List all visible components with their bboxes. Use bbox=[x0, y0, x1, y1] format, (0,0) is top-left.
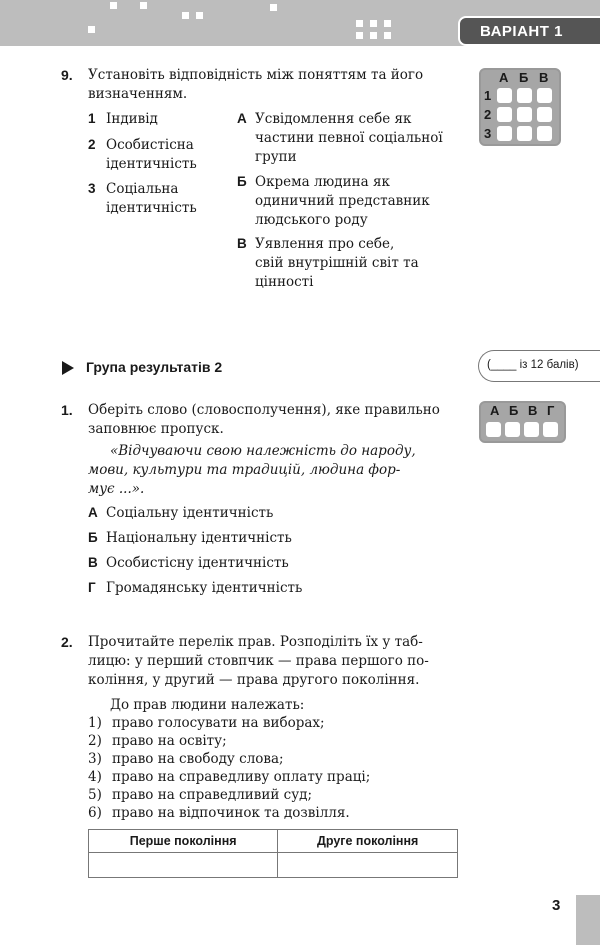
answer-cell-second-generation[interactable] bbox=[278, 853, 458, 878]
side-band bbox=[576, 895, 600, 945]
answer-grid-1x4 bbox=[479, 401, 566, 443]
score-text: (____ із 12 балів) bbox=[487, 359, 579, 371]
decor-square bbox=[110, 2, 117, 9]
option-text: Особистісну ідентичність bbox=[106, 555, 289, 571]
decor-square bbox=[384, 32, 391, 39]
generations-table bbox=[88, 829, 458, 878]
right-item-text: людського роду bbox=[255, 212, 368, 228]
list-item-text: право на свободу слова; bbox=[112, 751, 284, 767]
answer-cell[interactable] bbox=[497, 88, 512, 103]
answer-cell[interactable] bbox=[537, 107, 552, 122]
answer-cell[interactable] bbox=[524, 422, 539, 437]
question-number: 1. bbox=[61, 402, 73, 418]
grid-row-label: 3 bbox=[484, 126, 492, 141]
grid-row-label: 2 bbox=[484, 107, 492, 122]
question-text: визначенням. bbox=[88, 86, 188, 102]
list-item-number: 6) bbox=[88, 805, 102, 821]
list-item-number: 3) bbox=[88, 751, 102, 767]
right-item-text: цінності bbox=[255, 274, 314, 290]
option-letter: Г bbox=[88, 580, 96, 595]
left-item-number: 2 bbox=[88, 137, 96, 152]
grid-col-label: В bbox=[539, 70, 549, 85]
option-letter: А bbox=[88, 505, 98, 520]
answer-cell[interactable] bbox=[537, 126, 552, 141]
question-text: лицю: у перший стовпчик — права першого по- bbox=[88, 653, 429, 669]
list-item-text: право на освіту; bbox=[112, 733, 227, 749]
grid-col-label: Г bbox=[547, 403, 555, 418]
variant-label: ВАРІАНТ 1 bbox=[480, 23, 563, 40]
right-item-text: свій внутрішній світ та bbox=[255, 255, 419, 271]
decor-square bbox=[370, 32, 377, 39]
question-number: 9. bbox=[61, 67, 73, 83]
right-item-letter: А bbox=[237, 111, 247, 126]
answer-grid-3x3 bbox=[479, 68, 561, 146]
decor-square bbox=[356, 20, 363, 27]
answer-cell[interactable] bbox=[517, 126, 532, 141]
list-item-text: право на справедливу оплату праці; bbox=[112, 769, 371, 785]
left-item-number: 1 bbox=[88, 111, 96, 126]
option-text: Громадянську ідентичність bbox=[106, 580, 303, 596]
answer-cell[interactable] bbox=[505, 422, 520, 437]
question-text: коління, у другий — права другого покоління. bbox=[88, 672, 420, 688]
decor-square bbox=[182, 12, 189, 19]
answer-cell[interactable] bbox=[486, 422, 501, 437]
answer-cell[interactable] bbox=[543, 422, 558, 437]
grid-col-label: Б bbox=[509, 403, 519, 418]
answer-cell[interactable] bbox=[517, 88, 532, 103]
right-item-text: частини певної соціальної bbox=[255, 130, 443, 146]
left-item-text: ідентичність bbox=[106, 156, 197, 172]
question-text: Прочитайте перелік прав. Розподіліть їх у таб- bbox=[88, 634, 423, 650]
play-arrow-icon bbox=[62, 361, 74, 375]
quote-text: «Відчуваючи свою належність до народу, bbox=[110, 443, 416, 459]
decor-square bbox=[370, 20, 377, 27]
list-item-text: право на справедливий суд; bbox=[112, 787, 313, 803]
question-text: Установіть відповідність між поняттям та його bbox=[88, 67, 424, 83]
list-item-number: 1) bbox=[88, 715, 102, 731]
option-letter: Б bbox=[88, 530, 98, 545]
right-item-text: Усвідомлення себе як bbox=[255, 111, 412, 127]
question-number: 2. bbox=[61, 634, 73, 650]
quote-text: мови, культури та традицій, людина фор- bbox=[88, 462, 401, 478]
decor-square bbox=[270, 4, 277, 11]
answer-cell[interactable] bbox=[497, 107, 512, 122]
table-header-second-generation: Друге покоління bbox=[278, 830, 458, 853]
decor-square bbox=[140, 2, 147, 9]
group-title: Група результатів 2 bbox=[86, 359, 223, 375]
answer-cell[interactable] bbox=[517, 107, 532, 122]
left-item-number: 3 bbox=[88, 181, 96, 196]
list-item-number: 2) bbox=[88, 733, 102, 749]
right-item-letter: В bbox=[237, 236, 247, 251]
decor-square bbox=[384, 20, 391, 27]
grid-row-label: 1 bbox=[484, 88, 492, 103]
grid-col-label: Б bbox=[519, 70, 529, 85]
answer-cell[interactable] bbox=[497, 126, 512, 141]
question-text: Оберіть слово (словосполучення), яке правильно bbox=[88, 402, 440, 418]
right-item-text: групи bbox=[255, 149, 297, 165]
left-item-text: Індивід bbox=[106, 111, 158, 127]
right-item-text: одиничний представник bbox=[255, 193, 430, 209]
right-item-text: Уявлення про себе, bbox=[255, 236, 395, 252]
score-box bbox=[478, 350, 600, 382]
option-text: Соціальну ідентичність bbox=[106, 505, 274, 521]
list-item-text: право на відпочинок та дозвілля. bbox=[112, 805, 350, 821]
right-item-text: Окрема людина як bbox=[255, 174, 390, 190]
list-item-number: 5) bbox=[88, 787, 102, 803]
list-intro: До прав людини належать: bbox=[110, 697, 305, 713]
option-text: Національну ідентичність bbox=[106, 530, 292, 546]
decor-square bbox=[196, 12, 203, 19]
variant-tab bbox=[458, 16, 600, 46]
left-item-text: ідентичність bbox=[106, 200, 197, 216]
decor-square bbox=[88, 26, 95, 33]
option-letter: В bbox=[88, 555, 98, 570]
page-number: 3 bbox=[552, 897, 561, 914]
right-item-letter: Б bbox=[237, 174, 247, 189]
grid-col-label: А bbox=[490, 403, 500, 418]
answer-cell-first-generation[interactable] bbox=[89, 853, 278, 878]
left-item-text: Соціальна bbox=[106, 181, 179, 197]
question-text: заповнює пропуск. bbox=[88, 421, 224, 437]
table-header-first-generation: Перше покоління bbox=[89, 830, 278, 853]
list-item-number: 4) bbox=[88, 769, 102, 785]
left-item-text: Особистісна bbox=[106, 137, 194, 153]
quote-text: мує ...». bbox=[88, 481, 145, 497]
decor-square bbox=[356, 32, 363, 39]
grid-col-label: А bbox=[499, 70, 509, 85]
list-item-text: право голосувати на виборах; bbox=[112, 715, 325, 731]
grid-col-label: В bbox=[528, 403, 538, 418]
answer-cell[interactable] bbox=[537, 88, 552, 103]
